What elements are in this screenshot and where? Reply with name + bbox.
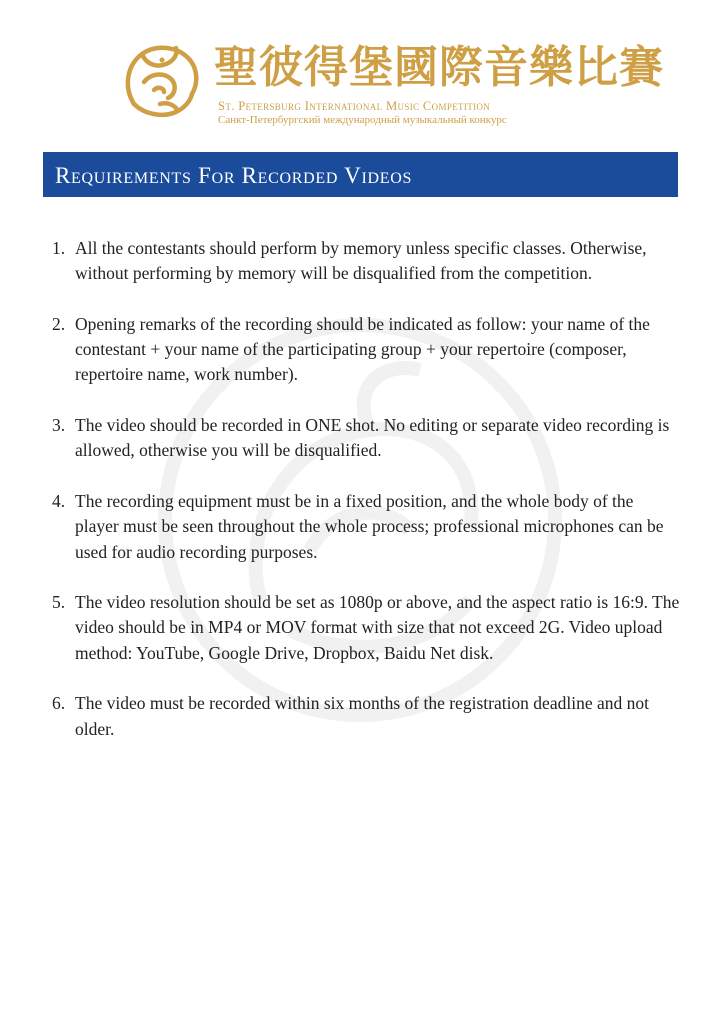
requirement-text: The video resolution should be set as 1080p or above, and the aspect ratio is 16:9. The video should be in MP4 or MOV format with size that not exceed 2G. Video upload method: YouTube, Google Drive, Dropbox, Baidu Net disk.	[75, 592, 680, 663]
competition-logo-icon	[120, 42, 200, 124]
section-banner	[43, 152, 678, 197]
requirements-list	[52, 236, 680, 767]
requirement-item	[52, 691, 680, 742]
requirement-number: 5.	[52, 592, 66, 613]
requirement-text: The video must be recorded within six months of the registration deadline and not older.	[75, 693, 649, 739]
russian-title: Санкт-Петербургский международный музыкальный конкурс	[218, 114, 507, 126]
requirement-item	[52, 489, 680, 565]
requirement-number: 2.	[52, 313, 66, 334]
chinese-title: 聖彼得堡國際音樂比賽	[214, 42, 664, 93]
requirement-text: Opening remarks of the recording should be indicated as follow: your name of the contestant + your name of the participating group + your repertoire (composer, repertoire name, work number).	[75, 313, 650, 385]
header	[0, 0, 724, 140]
requirement-number: 3.	[52, 415, 66, 436]
requirement-text: All the contestants should perform by memory unless specific classes. Otherwise, without performing by memory will be disqualified from the competition.	[75, 238, 647, 284]
requirement-number: 4.	[52, 490, 66, 511]
requirement-text: The video should be recorded in ONE shot. No editing or separate video recording is allowed, otherwise you will be disqualified.	[75, 415, 670, 461]
requirement-item	[52, 413, 680, 464]
section-title: Requirements For Recorded Videos	[55, 163, 413, 188]
requirement-number: 1.	[52, 238, 66, 258]
requirement-item	[52, 236, 680, 287]
requirement-item	[52, 312, 680, 388]
requirement-number: 6.	[52, 693, 66, 714]
requirement-item	[52, 590, 680, 666]
requirement-text: The recording equipment must be in a fixed position, and the whole body of the player must be seen throughout the whole process; professional microphones can be used for audio recording purposes.	[75, 490, 664, 562]
english-title: St. Petersburg International Music Competition	[218, 99, 491, 113]
